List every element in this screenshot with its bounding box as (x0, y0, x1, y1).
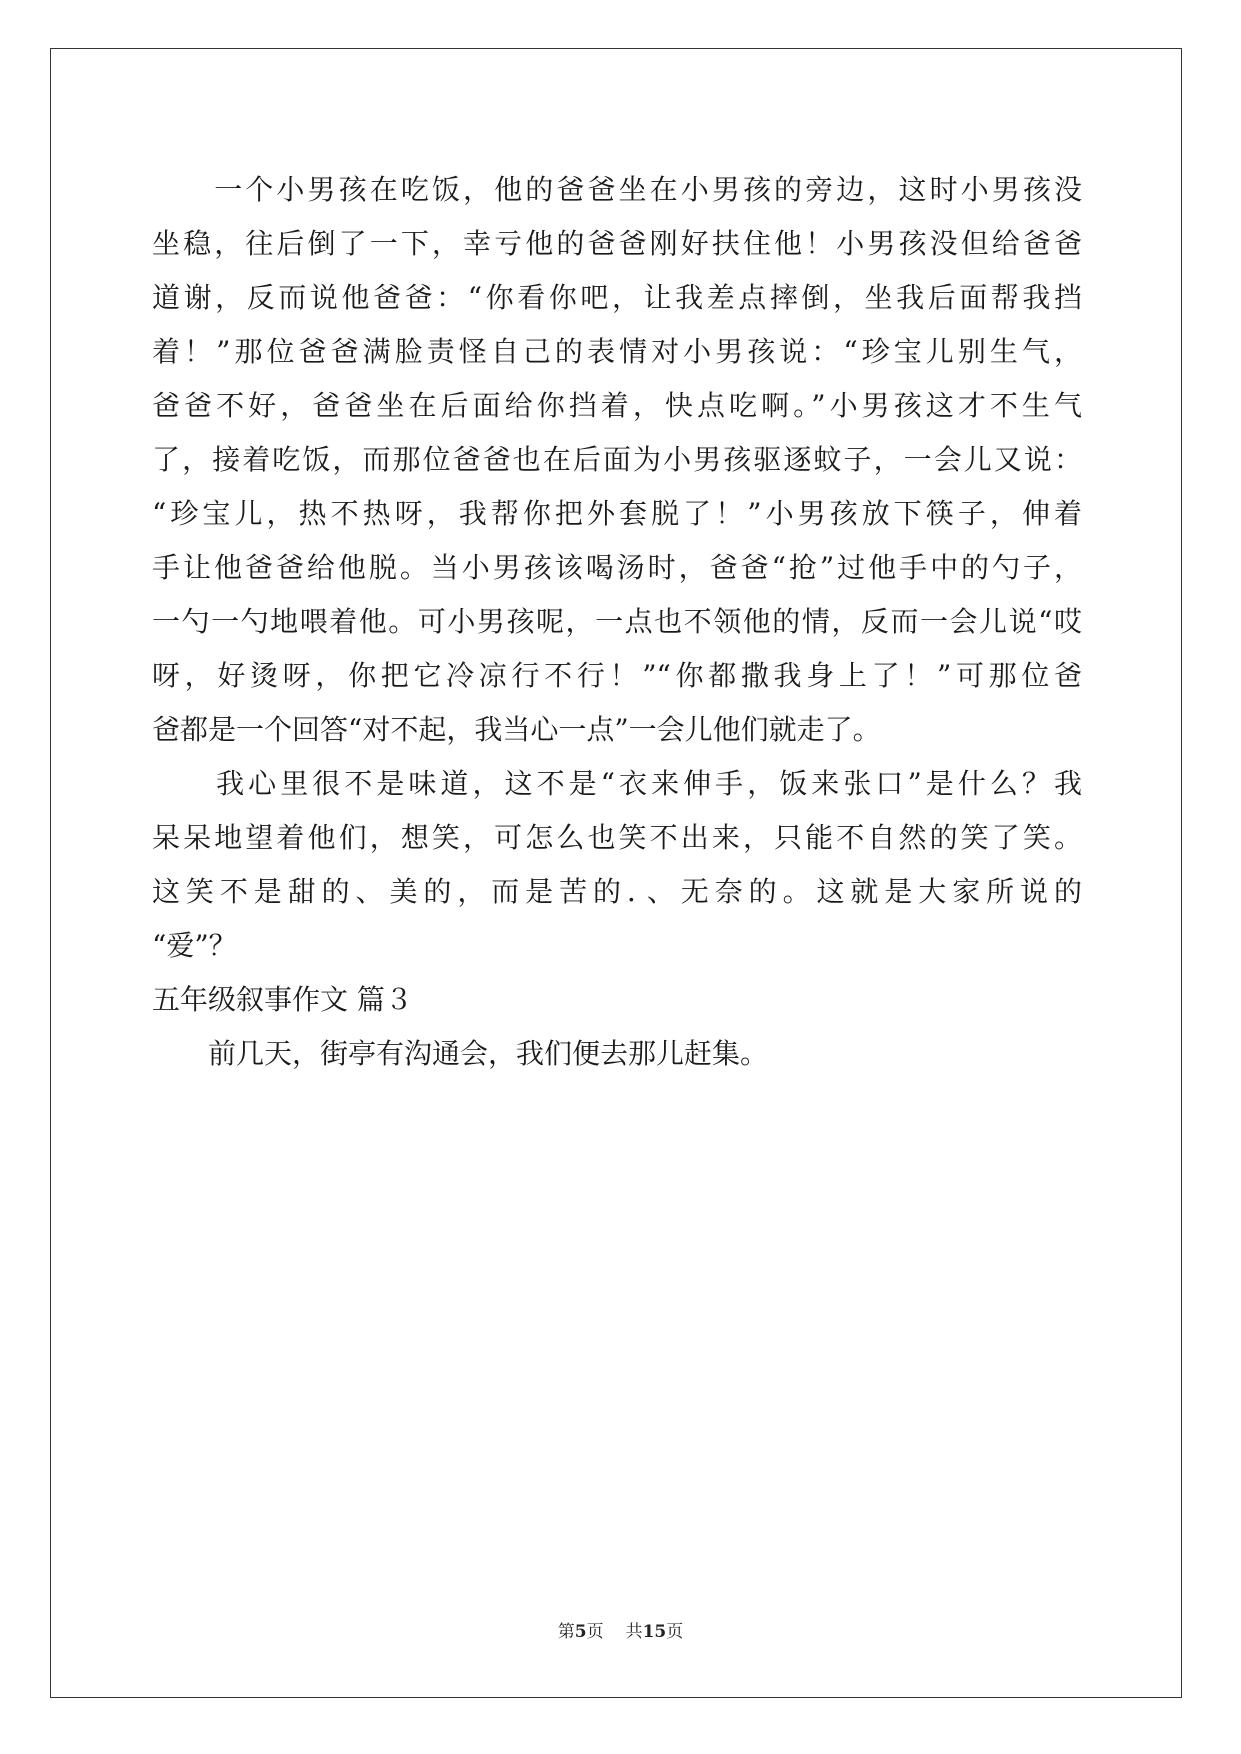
text-line: 手让他爸爸给他脱。当小男孩该喝汤时，爸爸“抢”过他手中的勺子， (152, 551, 1082, 584)
text-line: 爸爸不好，爸爸坐在后面给你挡着，快点吃啊。”小男孩这才不生气 (152, 389, 1082, 422)
footer-prefix: 第 (557, 1622, 575, 1642)
section-heading: 五年级叙事作文 篇３ (152, 983, 413, 1016)
text-line: 坐稳，往后倒了一下，幸亏他的爸爸刚好扶住他！小男孩没但给爸爸 (152, 227, 1082, 260)
footer-total-pages: 15 (642, 1622, 667, 1642)
footer-total-prefix: 共 (625, 1622, 643, 1642)
text-line: “爱”？ (152, 929, 237, 962)
footer-page-number: 5 (574, 1622, 587, 1642)
text-line: 着！”那位爸爸满脸责怪自己的表情对小男孩说：“珍宝儿别生气， (152, 335, 1082, 368)
text-line: 我心里很不是味道，这不是“衣来伸手，饭来张口”是什么？我 (152, 767, 1082, 800)
text-line: “珍宝儿，热不热呀，我帮你把外套脱了！”小男孩放下筷子，伸着 (152, 497, 1082, 530)
text-line: 呀，好烫呀，你把它冷凉行不行！”“你都撒我身上了！”可那位爸 (152, 659, 1082, 692)
text-line: 道谢，反而说他爸爸：“你看你吧，让我差点摔倒，坐我后面帮我挡 (152, 281, 1082, 314)
text-line: 一个小男孩在吃饭，他的爸爸坐在小男孩的旁边，这时小男孩没 (152, 173, 1082, 206)
footer-page-suffix: 页 (586, 1622, 604, 1642)
text-line: 呆呆地望着他们，想笑，可怎么也笑不出来，只能不自然的笑了笑。 (152, 821, 1082, 854)
text-line: 一勺一勺地喂着他。可小男孩呢，一点也不领他的情，反而一会儿说“哎 (152, 605, 1082, 638)
text-line: 前几天，街亭有沟通会，我们便去那儿赶集。 (152, 1037, 769, 1070)
footer-total-suffix: 页 (666, 1622, 684, 1642)
text-line: 了，接着吃饭，而那位爸爸也在后面为小男孩驱逐蚊子，一会儿又说： (152, 443, 1082, 476)
page-footer (0, 1620, 1241, 1644)
text-line: 爸都是一个回答“对不起，我当心一点”一会儿他们就走了。 (152, 713, 881, 746)
text-line: 这笑不是甜的、美的，而是苦的．、无奈的。这就是大家所说的 (152, 875, 1082, 908)
